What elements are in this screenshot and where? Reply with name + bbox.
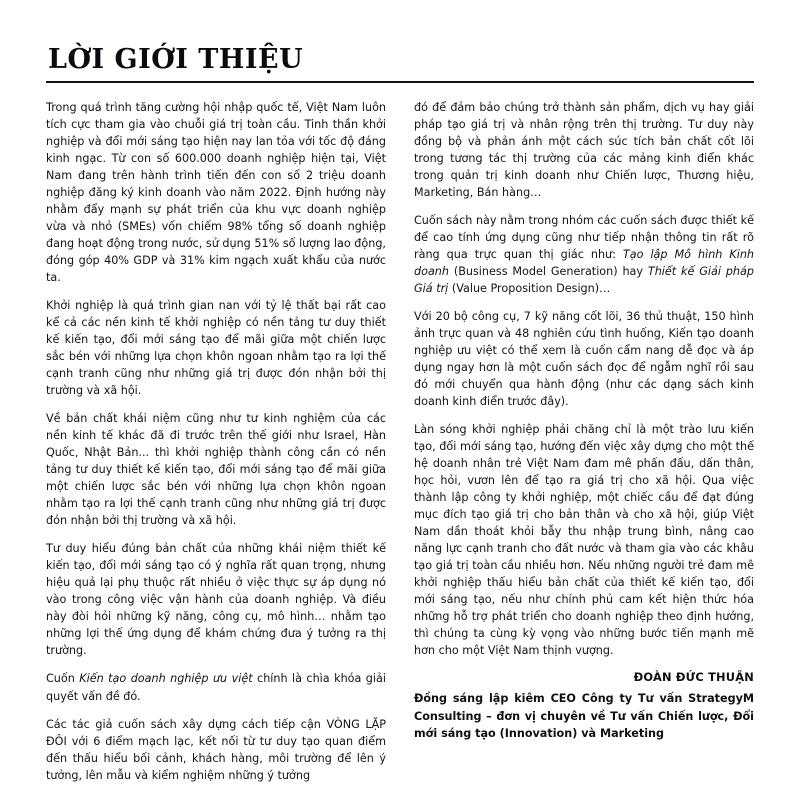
signature-name: ĐOÀN ĐỨC THUẬN (633, 670, 754, 685)
text-mid: (Business Model Generation) hay (448, 265, 648, 279)
paragraph: Tư duy hiểu đúng bản chất của những khái niệm thiết kế kiến tạo, đổi mới sáng tạo có ý nghĩa rất quan trọng, nhưng hiệu quả lại phụ thuộc rất nhiều ở việc thực sự áp dụng nó vào trong công việc vận hành của doanh nghiệp. Và điều này đòi hỏi những kỹ năng, công cụ, mô hình… nhằm tạo những lợi thế ứng dụng để khám chứng đưa ý tưởng ra thị trường. (46, 542, 386, 658)
signature-role: Đồng sáng lập kiêm CEO Công ty Tư vấn StrategyM Consulting – đơn vị chuyên về Tư vấn Chiến lược, Đổi mới sáng tạo (Innovation) và Marketing (414, 692, 754, 740)
paragraph: đó để đảm bảo chúng trở thành sản phẩm, dịch vụ hay giải pháp tạo giá trị và nhân rộng trên thị trường. Tư duy này đồng bộ và phản ánh một cách súc tích bản chất cốt lõi trong tương tác thị trường của các mảng kinh điển khác trong quản trị kinh doanh như Chiến lược, Thương hiệu, Marketing, Bán hàng… (414, 101, 754, 200)
book-title-italic: Tạo lập Mô hình Kinh doanh (414, 248, 755, 279)
paragraph-references (414, 212, 754, 297)
text-suffix: (Value Proposition Design)… (448, 282, 611, 296)
page-title: LỜI GIỚI THIỆU (48, 44, 304, 75)
paragraph: Làn sóng khởi nghiệp phải chăng chỉ là một trào lưu kiến tạo, đổi mới sáng tạo, hướng đến việc xây dựng cho một thế hệ doanh nhân trẻ Việt Nam đam mê phấn đấu, dấn thân, học hỏi, vươn lên để tạo ra giá trị cho xã hội. Qua việc thành lập công ty khởi nghiệp, một chiếc cầu để đạt đúng mục đích tạo giá trị cho bản thân và cho xã hội, giúp Việt Nam dần thoát khỏi bẫy thu nhập trung bình, nâng cao năng lực cạnh tranh cho đất nước và tham gia vào các khâu tạo giá trị toàn cầu nhiều hơn. Nếu những người trẻ đam mê khởi nghiệp thấu hiểu bản chất của thiết kế kiến tạo, đổi mới sáng tạo, nếu như chính phủ cam kết hiện thức hóa những hỗ trợ phát triển cho doanh nghiệp theo định hướng, thì chúng ta cùng kỳ vọng vào những bước tiến mạnh mẽ hơn cho một Việt Nam thịnh vượng. (414, 423, 754, 658)
left-column (46, 99, 386, 795)
text-prefix: Cuốn sách này nằm trong nhóm các cuốn sách được thiết kế để cao tính ứng dụng cũng như tiếp nhận thông tin rất rõ ràng qua trực quan thị giác như: (414, 214, 754, 262)
paragraph: Về bản chất khái niệm cũng như tư kinh nghiệm của các nền kinh tế khác đã đi trước trên thế giới như Israel, Hàn Quốc, Nhật Bản... thì khởi nghiệp thành công cần có nền tảng tư duy thiết kế kiến tạo, đổi mới sáng tạo để mãi giữa một chiến lược sắc bén với những lựa chọn khôn ngoan nhằm tạo ra lợi thế cạnh tranh cũng như những giá trị được đón nhận bởi thị trường và xã hội. (46, 412, 386, 528)
book-title-italic: Kiến tạo doanh nghiệp ưu việt (79, 672, 253, 686)
text-suffix: chính là chìa khóa giải quyết vấn đề đó. (46, 672, 386, 703)
text-prefix: Cuốn (46, 672, 80, 686)
right-column (414, 99, 754, 742)
title-divider (46, 81, 754, 83)
book-title-italic-2: Thiết kế Giải pháp Giá trị (414, 265, 754, 296)
paragraph: Khởi nghiệp là quá trình gian nan với tỷ lệ thất bại rất cao kể cả các nền kinh tế khởi nghiệp có nền tảng tư duy thiết kế kiến tạo, đổi mới sáng tạo để mãi giữa một chiến lược sắc bén với những lựa chọn khôn ngoan nhằm tạo ra lợi thế cạnh tranh cũng như những giá trị được đón nhận bởi thị trường và xã hội. (46, 299, 386, 398)
paragraph: Trong quá trình tăng cường hội nhập quốc tế, Việt Nam luôn tích cực tham gia vào chuỗi giá trị toàn cầu. Tinh thần khởi nghiệp và đổi mới sáng tạo hiện nay lan tỏa với tốc độ đáng kinh ngạc. Từ con số 600.000 doanh nghiệp hiện tại, Việt Nam đang trên hành trình tiến đến con số 2 triệu doanh nghiệp đăng ký kinh doanh vào năm 2022. Định hướng này nhằm đẩy mạnh sự phát triển của khu vực doanh nghiệp vừa và nhỏ (SMEs) vốn chiếm 98% tổng số doanh nghiệp đang hoạt động trong nước, sử dụng 51% số lượng lao động, đóng góp 40% GDP và 31% kim ngạch xuất khẩu của nước ta. (46, 101, 386, 285)
paragraph: Các tác giả cuốn sách xây dựng cách tiếp cận VÒNG LẶP ĐÔI với 6 điểm mạch lạc, kết nối từ tư duy tạo quan điểm đến thấu hiểu bối cảnh, khách hàng, môi trường để lên ý tưởng, lên mẫu và kiểm nghiệm những ý tưởng (46, 717, 386, 782)
paragraph-book-title (46, 670, 386, 704)
paragraph: Với 20 bộ công cụ, 7 kỹ năng cốt lõi, 36 thủ thuật, 150 hình ảnh trực quan và 48 nghiên cứu tình huống, Kiến tạo doanh nghiệp ưu việt có thể xem là cuốn cẩm nang dễ đọc và áp dụng ngay hơn là một cuốn sách đọc để ngẫm nghĩ rồi sau đó mới chuyển qua hành động (như các dạng sách kinh doanh kinh điển trước đây). (414, 310, 754, 409)
two-column-body (46, 99, 754, 795)
